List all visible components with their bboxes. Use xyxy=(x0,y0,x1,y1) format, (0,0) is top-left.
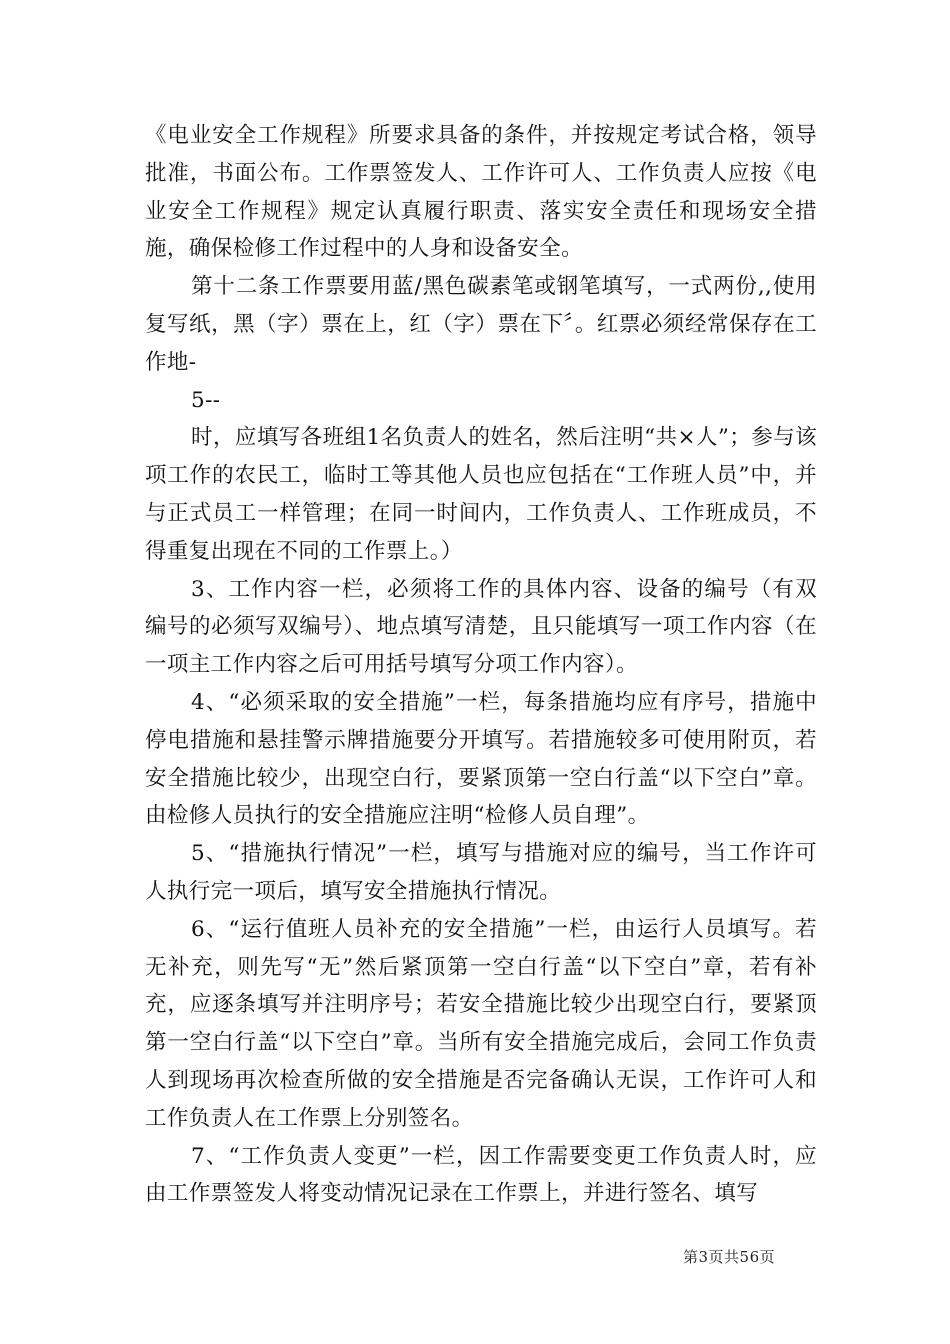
paragraph-qualification: 《电业安全工作规程》所要求具备的条件，并按规定考试合格，领导批准，书面公布。工作票签发人、工作许可人、工作负责人应按《电业安全工作规程》规定认真履行职责、落实安全责任和现场安全措施，确保检修工作过程中的人身和设备安全。 xyxy=(145,123,817,262)
page-number-footer: 第3页共56页 xyxy=(683,1248,776,1266)
paragraph-item-4: 4、“必须采取的安全措施”一栏，每条措施均应有序号，措施中停电措施和悬挂警示牌措施要分开填写。若措施较多可使用附页，若安全措施比较少，出现空白行，要紧顶第一空白行盖“以下空白”章。由检修人员执行的安全措施应注明“检修人员自理”。 xyxy=(145,689,817,829)
paragraph-item-6: 6、“运行值班人员补充的安全措施”一栏，由运行人员填写。若无补充，则先写“无”然后紧顶第一空白行盖“以下空白”章，若有补充，应逐条填写并注明序号；若安全措施比较少出现空白行，要紧顶第一空白行盖“以下空白”章。当所有安全措施完成后，会同工作负责人到现场再次检查所做的安全措施是否完备确认无误，工作许可人和工作负责人在工作票上分别签名。 xyxy=(145,916,817,1131)
paragraph-item-7: 7、“工作负责人变更”一栏，因工作需要变更工作负责人时，应由工作票签发人将变动情况记录在工作票上，并进行签名、填写 xyxy=(145,1143,817,1207)
paragraph-item-5: 5、“措施执行情况”一栏，填写与措施对应的编号，当工作许可人执行完一项后，填写安全措施执行情况。 xyxy=(145,841,817,904)
document-body xyxy=(145,117,817,1213)
paragraph-item-3: 3、工作内容一栏，必须将工作的具体内容、设备的编号（有双编号的必须写双编号）、地点填写清楚，且只能填写一项工作内容（在一项主工作内容之后可用括号填写分项工作内容）。 xyxy=(145,576,817,678)
page-break-marker: 5-- xyxy=(191,387,221,413)
paragraph-team-members: 时，应填写各班组1名负责人的姓名，然后注明“共×人”；参与该项工作的农民工，临时工等其他人员也应包括在“工作班人员”中，并与正式员工一样管理；在同一时间内，工作负责人、工作班成员，不得重复出现在不同的工作票上。） xyxy=(145,425,817,564)
paragraph-article-12: 第十二条工作票要用蓝/黑色碳素笔或钢笔填写，一式两份,,使用复写纸，黑（字）票在上，红（字）票在下〞。红票必须经常保存在工作地- xyxy=(145,274,817,375)
